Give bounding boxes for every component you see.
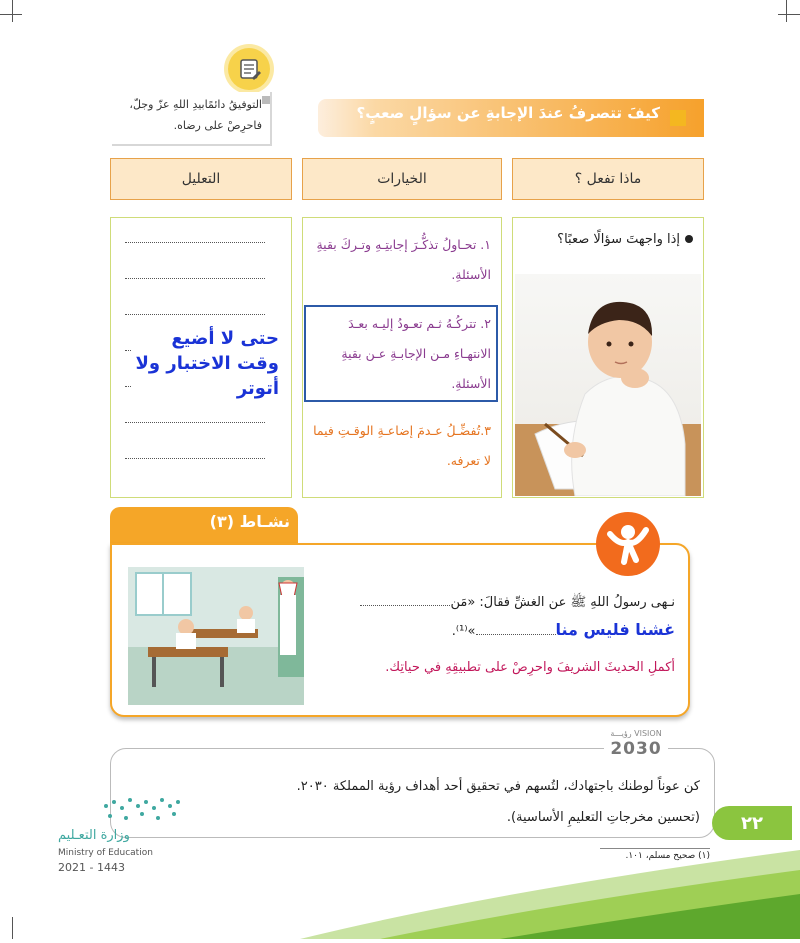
- note-text: التوفيقُ دائمًابيدِ اللهِ عزّ وجلّ، فاحرِصْ على رضاه.: [129, 98, 262, 132]
- crop-mark: [786, 0, 787, 22]
- bullet-icon: [685, 235, 693, 243]
- blank-line: [360, 605, 450, 606]
- hadith-answer: غشنا فليس منا: [555, 620, 675, 639]
- title-square-icon: [670, 110, 686, 126]
- vision-line-1: كن عوناً لوطنك باجتهادك، لتُسهم في تحقيق أحد أهداف رؤية المملكة ٢٠٣٠.: [296, 779, 700, 794]
- dotted-line: [125, 458, 265, 459]
- ministry-logo-icon: [96, 794, 192, 828]
- situation-text: إذا واجهتَ سؤالًا صعبًا؟: [521, 232, 693, 247]
- header-what-to-do: ماذا تفعل ؟: [512, 158, 704, 200]
- dotted-line: [125, 422, 265, 423]
- page-number: ٢٢: [712, 806, 792, 840]
- hadith-line-1: نـهى رسولُ اللهِ ﷺ عن الغشِّ فقالَ: «مَن: [320, 594, 675, 613]
- option-1[interactable]: ١. تحـاولُ تذكُّـرَ إجابتِـهِ وتـركَ بقيةِ الأسئلةِ.: [316, 237, 491, 282]
- dotted-line: [125, 278, 265, 279]
- dotted-line: [125, 242, 265, 243]
- crop-mark: [12, 917, 13, 939]
- crop-mark: [778, 14, 800, 15]
- activity-instruction: أكملِ الحديثَ الشريفَ واحرِصْ على تطبيقِهِ في حياتِك.: [385, 660, 675, 675]
- footnote-divider: [600, 848, 710, 849]
- blank-line: [476, 634, 556, 635]
- vision-2030-logo: رؤيـــة VISION 2030: [604, 728, 668, 770]
- hadith-line-2[interactable]: غشنا فليس منا»⁽¹⁾.: [451, 620, 675, 639]
- reason-answer: حتى لا أضيع وقت الاختبار ولا أتوتر: [131, 326, 279, 401]
- options-cell: [302, 217, 502, 498]
- activity-label: نشـاط (٣): [209, 512, 290, 531]
- ministry-english: Ministry of Education: [58, 848, 153, 858]
- situation-cell: [512, 217, 704, 498]
- activity-person-icon: [596, 512, 660, 576]
- dotted-line: [125, 314, 265, 315]
- reason-cell: [110, 217, 292, 498]
- page-title: كيفَ تتصرفُ عندَ الإجابةِ عن سؤالٍ صعبٍ؟: [356, 104, 660, 122]
- header-options: الخيارات: [302, 158, 502, 200]
- student-thinking-image: [515, 274, 701, 496]
- option-2[interactable]: ٢. تتركُـهُ ثـم تعـودُ إليـه بعـدَ الانتهـاءِ مـن الإجابـةِ عـن بقيةِ الأسئلةِ.: [341, 316, 491, 391]
- classroom-image: [128, 567, 304, 705]
- footnote: (١) صحيح مسلم، ١٠١.: [625, 851, 710, 861]
- crop-mark: [0, 14, 22, 15]
- option-3[interactable]: ٣.تُفضِّـلُ عـدمَ إضاعـةِ الوقـتِ فيما لا تعرفه.: [313, 423, 491, 468]
- ministry-year: 2021 - 1443: [58, 861, 125, 874]
- notepad-icon: [228, 48, 270, 90]
- ministry-arabic: وزارة التعـليم: [58, 828, 130, 843]
- crop-mark: [12, 0, 13, 22]
- header-reason: التعليل: [110, 158, 292, 200]
- quote-marker: [262, 96, 270, 104]
- green-swoosh-decoration: [300, 850, 800, 939]
- vision-line-2: (تحسين مخرجاتِ التعليمِ الأساسية).: [506, 810, 700, 825]
